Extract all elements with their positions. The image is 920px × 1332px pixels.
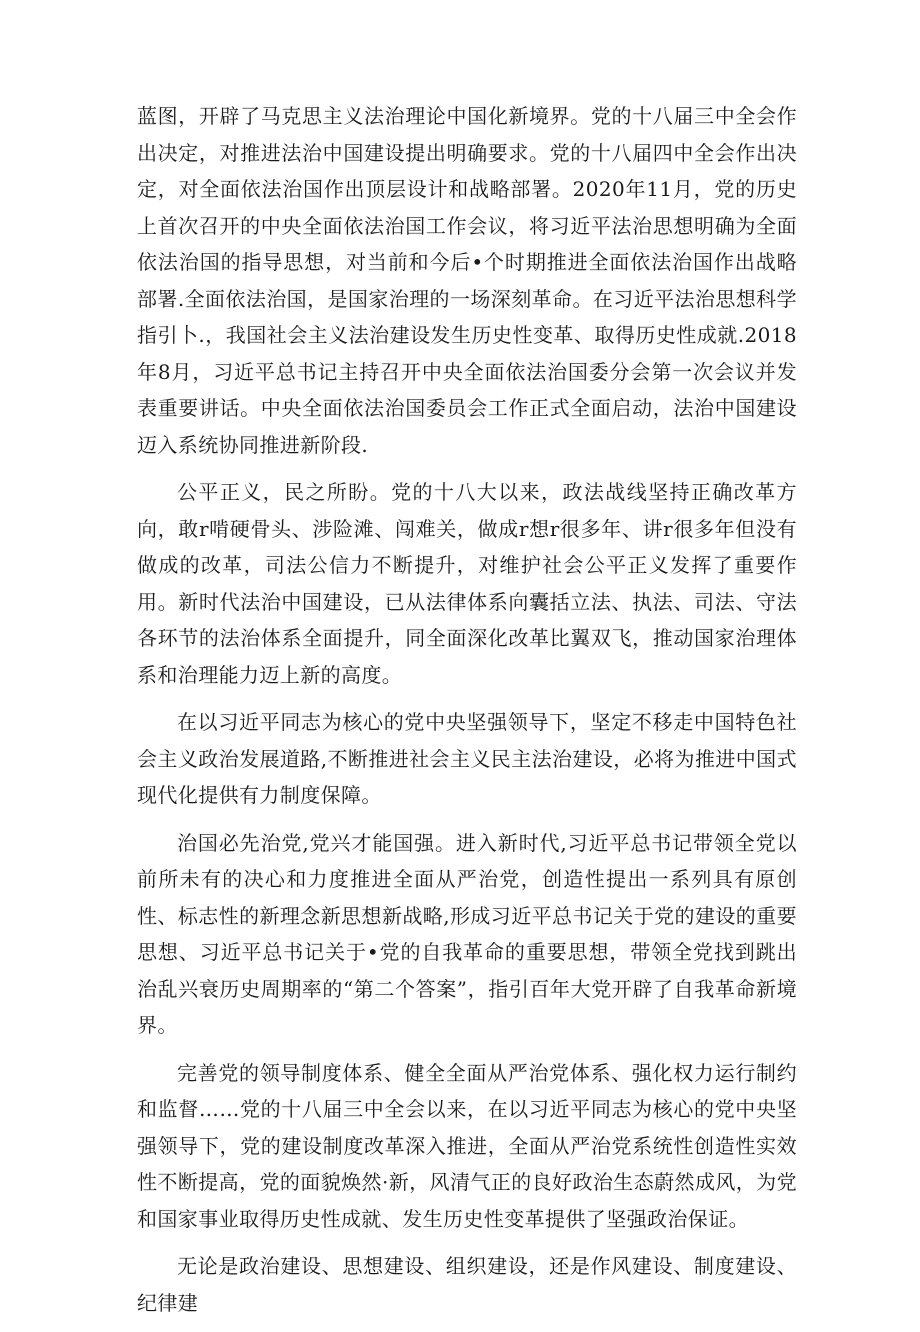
paragraph-5: 完善党的领导制度体系、健全全面从严治党体系、强化权力运行制约和监督……党的十八届三中全会以来，在以习近平同志为核心的党中央坚强领导下，党的建设制度改革深入推进，全面从严治党系统性创造性实效性不断提高，党的面貌焕然·新，风清气正的良好政治生态蔚然成风，为党和国家事业取得历史性成就、发生历史性变革提供了坚强政治保证。 xyxy=(137,1060,797,1231)
paragraph-6: 无论是政治建设、思想建设、组织建设，还是作风建设、制度建设、纪律建 xyxy=(137,1254,797,1315)
paragraph-4: 治国必先治党,党兴才能国强。进入新时代,习近平总书记带领全党以前所未有的决心和力度推进全面从严治党，创造性提出一系列具有原创性、标志性的新理念新思想新战略,形成习近平总书记关于党的建设的重要思想、习近平总书记关于•党的自我革命的重要思想，带领全党找到跳出治乱兴衰历史周期率的“第二个答案”，指引百年大党开辟了自我革命新境界。 xyxy=(137,830,797,1037)
document-body xyxy=(137,98,797,1332)
paragraph-2: 公平正义，民之所盼。党的十八大以来，政法战线坚持正确改革方向，敢r啃硬骨头、涉险滩、闯难关，做成r想r很多年、讲r很多年但没有做成的改革，司法公信力不断提升，对维护社会公平正义发挥了重要作用。新时代法治中国建设，已从法律体系向囊括立法、执法、司法、守法各环节的法治体系全面提升，同全面深化改革比翼双飞，推动国家治理体系和治理能力迈上新的高度。 xyxy=(137,480,797,687)
paragraph-1: 蓝图，开辟了马克思主义法治理论中国化新境界。党的十八届三中全会作出决定，对推进法治中国建设提出明确要求。党的十八届四中全会作出决定，对全面依法治国作出顶层设计和战略部署。2020年11月，党的历史上首次召开的中央全面依法治国工作会议，将习近平法治思想明确为全面依法治国的指导思想，对当前和今后•个时期推进全面依法治国作出战略部署.全面依法治国，是国家治理的一场深刻革命。在习近平法治思想科学指引卜.，我国社会主义法治建设发生历史性变革、取得历史性成就.2018年8月，习近平总书记主持召开中央全面依法治国委分会第一次会议并发表重要讲话。中央全面依法治国委员会工作正式全面启动，法治中国建设迈入系统协同推进新阶段. xyxy=(137,104,797,457)
paragraph-3: 在以习近平同志为核心的党中央坚强领导下，坚定不移走中国特色社会主义政治发展道路,不断推进社会主义民主法治建设，必将为推进中国式现代化提供有力制度保障。 xyxy=(137,710,797,807)
